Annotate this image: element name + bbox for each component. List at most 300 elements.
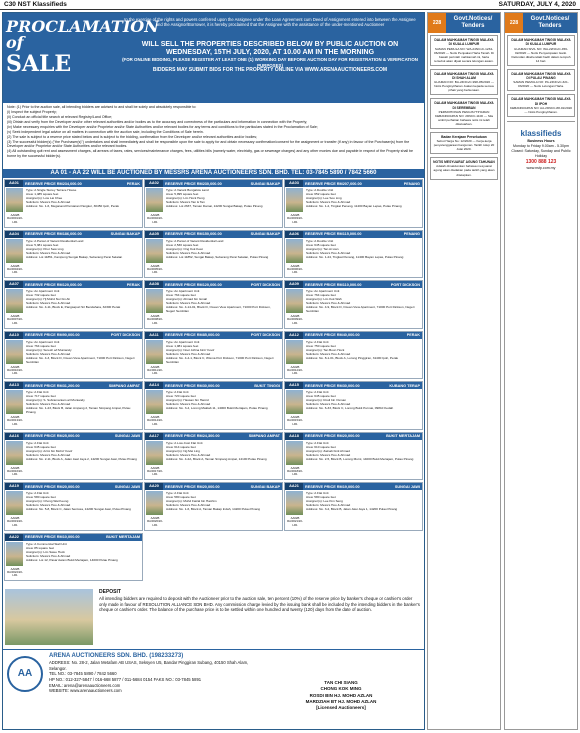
notice-body: Sebut Harga No: 12/2020 — Kerja-kerja penyelenggaraan bangunan. Tarikh tutup 20 Julai 2020.	[433, 139, 495, 152]
lot-header	[145, 382, 282, 389]
column-header	[428, 13, 500, 33]
lot-detail-line: Address: No. 4-4-1, Block C, Wisma Port Dickson, 71000 Port Dickson, Negeri Sembilan	[166, 355, 274, 364]
lot-detail-line: Address: No. 6-33, Block C, Lorong Bukit Permai, 09810 Kedah	[306, 406, 394, 411]
column-header	[505, 13, 577, 33]
auctioneer-name: MARDZIAH BT HJ. MOHD AZLAN	[305, 698, 377, 704]
lot-reserve-price: RESERVE PRICE RM40,000.00	[305, 333, 360, 337]
lot-card	[284, 482, 423, 531]
lot-detail-line: Solicitors: Messrs Hoo & Ahmad	[306, 200, 351, 205]
notice-body: Adalah dimaklumkan bahawa mesyuarat agung akan diadakan pada tarikh yang akan ditetapkan.	[433, 164, 495, 177]
company-tel: TEL NO.: 03-7845 5890 / 7842 5660	[49, 671, 117, 677]
lot-detail-line: Address: Lot 11852, Sungai Bakap, Seberang Perai Selatan, Pulau Pinang	[166, 254, 269, 259]
lot-reserve-price: RESERVE PRICE RM85,000.00	[165, 333, 220, 337]
notices-list	[505, 35, 577, 117]
lot-ref: AA02B RA/0021/20-LR1	[287, 516, 303, 527]
lot-header	[285, 433, 422, 440]
lot-detail-line: Area: 580 square feet	[26, 495, 56, 500]
lot-detail-line: Type: An Apartment Unit	[166, 339, 200, 344]
lot-detail-line: Type: A Flat Unit	[306, 339, 329, 344]
lot-number: AA11	[145, 332, 163, 339]
lot-number: AA06	[285, 231, 303, 238]
auctioneer-info	[49, 652, 249, 694]
lot-header	[5, 433, 142, 440]
lot-detail-line: Address: No. 2-11, Block A, Jalan Jawi Jaya 2, 14200 Sungai Jawi, Pulau Pinang	[26, 456, 137, 461]
lot-detail-line: Assignor(s): Tan Ai Lian	[306, 246, 339, 251]
lot-ref: AA02B RA/0012/20-LR1	[287, 364, 303, 376]
lot-detail-line: Solicitors: Messrs Hoo & Ahmad	[306, 351, 351, 356]
lot-ref: AA02B RA/0013/20-LR1	[7, 415, 23, 426]
lot-photo	[146, 188, 163, 212]
lot-reserve-price: RESERVE PRICE RM20,000.00	[165, 484, 220, 489]
lot-number: AA13	[5, 382, 23, 389]
lot-detail-line: Type: An Apartment Unit	[306, 289, 340, 293]
lot-photo	[286, 441, 303, 465]
lot-location: PERAK	[126, 181, 140, 186]
note-line: (4) All outstanding quit rent and assessment charges, all arrears of taxes, rates, services/maintenance charges, fees, utilities bills (namely water, electricity, gas or sewerage charges) and any other monies due and payable in respect of the Property shall be borne by the successful bidder(s).	[7, 149, 414, 159]
lot-card	[284, 331, 423, 380]
lot-ref: AA02B RA/0010/20-LR1	[7, 364, 23, 376]
lot-detail-line: Type: A Parcel of Vacant Residential Land	[26, 238, 84, 243]
lot-number: AA17	[145, 433, 163, 440]
lot-photo	[6, 188, 23, 212]
lot-reserve-price: RESERVE PRICE RM30,000.00	[305, 383, 360, 388]
lot-header	[145, 231, 282, 238]
page-header-left: C30 NST Klassifieds	[4, 1, 67, 8]
lot-detail-line: Area: 645 square feet	[26, 444, 56, 449]
lot-photo	[146, 340, 163, 364]
lot-reserve-price: RESERVE PRICE RM10,000.00	[25, 535, 80, 539]
lot-details	[166, 340, 280, 364]
lot-details	[26, 289, 140, 309]
lot-photo	[146, 441, 163, 465]
auctioneer-name: CHONG KOK MING	[320, 686, 362, 692]
klassifieds-box	[507, 121, 575, 171]
lot-details	[166, 441, 280, 461]
lot-photo	[286, 188, 303, 212]
lot-card	[284, 381, 423, 430]
lot-number: AA01	[5, 180, 23, 187]
lot-detail-line: Assignor(s): Ong Kok Keat	[166, 246, 203, 251]
lot-detail-line: Solicitors: Messrs Hoo & Ahmad	[166, 301, 211, 306]
lot-header	[5, 332, 142, 339]
lot-detail-line: Area: 720 square feet	[166, 394, 196, 399]
lot-number: AA02	[145, 180, 163, 187]
lot-header	[5, 483, 142, 490]
lot-ref: AA02B RA/0005/20-LR1	[147, 263, 163, 275]
lot-detail-line: Address: No. 2-5, Block B, Lorong Murni, 14000 Bukit Mertajam, Pulau Pinang	[306, 456, 414, 461]
notice-item	[507, 69, 575, 92]
proclamation-banner	[3, 13, 424, 103]
lot-number: AA10	[5, 332, 23, 339]
lot-detail-line: Assignor(s): Lim Kok Wah	[306, 297, 342, 302]
lot-header	[285, 281, 422, 288]
lot-location: SIMPANG AMPAT	[108, 383, 140, 388]
banner-headline: WILL SELL THE PROPERTIES DESCRIBED BELOW BY PUBLIC AUCTION ON WEDNESDAY, 15TH JULY, 2020, AT 10.00 AM IN THE MORNING	[141, 41, 399, 57]
lot-details	[26, 340, 140, 364]
lot-number: AA19	[5, 483, 23, 490]
lot-photo	[146, 491, 163, 515]
lot-detail-line: Solicitors: Messrs Hoo & Ahmad	[306, 452, 351, 457]
lot-detail-line: Address: No. 1-2, Tingkat Penang, 11400 Bayan Lepas, Pulau Pinang	[306, 204, 402, 209]
lot-detail-line: Assignor(s): Rosli bin Osman	[306, 398, 347, 403]
lot-card	[144, 179, 283, 228]
lot-detail-line: Address: No. 1-23, Block B, Jalan Ampang 2, Taman Simpang Ampat, Pulau Pinang	[26, 406, 131, 415]
lot-location: PORT DICKSON	[250, 333, 280, 337]
lot-details	[306, 188, 420, 208]
lot-header	[285, 382, 422, 389]
lot-detail-line: Type: A Commercial Stall Unit	[26, 541, 67, 546]
section-number: 228	[505, 13, 523, 33]
auctioneer-name: ROSDI BIN HJ. MOHD AZLAN	[309, 692, 373, 698]
lot-number: AA07	[5, 281, 23, 288]
lot-details	[306, 340, 420, 360]
notice-item	[430, 157, 498, 179]
page-header-date: SATURDAY, JULY 4, 2020	[498, 1, 576, 8]
notice-body: SAMAN PEMULA NO: WA-24NCvC-1234-06/2020 — Notis Penjualan Harta Tanah. Di bawah perintah mahkamah ini, harta tersebut akan dijual secara lelongan awam.	[434, 46, 494, 63]
company-hp: HP NO.: 012-327-5847 / 016-668 5877 / 011-5684 0154 FAKS NO.: 03-7845 5891	[49, 677, 202, 683]
company-address: ADDRESS: No. 28-2, Jalan Metafam AB USAS, Seksyen U5, Bandar Pinggiran Subang, 40150 Shah Alam, Selangor.	[49, 660, 249, 671]
lot-ref: AA02B RA/0015/20-LR1	[287, 415, 303, 426]
lot-detail-line: Area: 764 square feet	[26, 343, 56, 348]
lot-detail-line: Address: No. 8-1-01, Block A, Lorong Pinggiran, 31400 Ipoh, Perak	[306, 355, 399, 360]
lot-detail-line: Assignor(s): Hj Mohd Nor bin Ali	[26, 297, 70, 302]
lot-number: AA22	[5, 534, 23, 541]
lot-number: AA14	[145, 382, 163, 389]
lot-header	[145, 180, 282, 187]
lot-detail-line: Type: A Low-Cost Flat Unit	[166, 440, 203, 445]
lot-number: AA16	[5, 433, 23, 440]
lot-detail-line: Solicitors: Messrs Hoo & Ahmad	[26, 200, 71, 205]
lot-location: SUNGAI JAWI	[114, 434, 140, 438]
lot-detail-line: Type: A Parcel of Vacant Residential Land	[166, 238, 224, 243]
notice-heading: NOTIS MESYUARAT AGUNG TAHUNAN	[433, 160, 495, 165]
lot-detail-line: Area: 717 square feet	[26, 394, 56, 399]
lot-detail-line: Address: Lot 2637, Taman Damai, 14200 Sungai Bakap, Pulau Pinang	[166, 204, 263, 209]
notice-item	[430, 69, 498, 96]
lot-ref: AA02B RA/0008/20-LR1	[147, 314, 163, 325]
deposit-title: DEPOSIT	[99, 589, 121, 595]
notice-body: KEBANKRAPAN NO: AA-29NCC-88-01/2020 — Notis Pengisytiharan.	[510, 105, 573, 114]
lot-detail-line: Type: An Apartment Unit	[26, 339, 60, 344]
notice-item	[430, 98, 498, 129]
lot-ref: AA02B RA/0017/20-LR1	[147, 465, 163, 477]
lot-detail-line: Address: Lot 11851, Kampung Sungai Bakap, Seberang Perai Selatan	[26, 254, 123, 259]
notice-item	[507, 94, 575, 117]
lot-detail-line: Type: An Apartment Unit	[26, 289, 60, 293]
lot-header	[5, 281, 142, 288]
lot-details	[166, 289, 280, 313]
lot-ref: AA02B RA/0020/20-LR1	[147, 516, 163, 527]
notice-heading: Badan Kerajaan Persekutuan	[441, 134, 487, 139]
lot-location: SUNGAI BAKAP	[250, 181, 280, 186]
lot-photo	[6, 340, 23, 364]
page-header	[0, 0, 580, 10]
proclamation-ad	[2, 12, 425, 730]
auction-notes	[7, 105, 421, 159]
lot-location: PERAK	[126, 282, 140, 287]
banner-subline: (FOR ONLINE BIDDING, PLEASE REGISTER AT LEAST ONE (1) WORKING DAY BEFORE AUCTION DAY FOR REGISTRATION & VERIFICATION PURPOSES)	[122, 57, 418, 68]
lot-card	[144, 432, 283, 481]
lot-detail-line: Solicitors: Messrs Hoo & Ahmad	[26, 452, 71, 457]
klassifieds-brand: klassifieds	[520, 128, 562, 138]
lot-ref: AA02B RA/0003/20-LR1	[287, 213, 303, 224]
lot-ref: AA02B RA/0006/20-LR1	[287, 263, 303, 275]
notice-heading: DALAM MAHKAMAH TINGGI MALAYA DI SHAH ALAM	[434, 71, 494, 80]
lot-ref: AA02B RA/0007/20-LR1	[7, 314, 23, 325]
lot-detail-line: Type: A Flat Unit	[166, 491, 189, 495]
lot-detail-line: Area: 652 square feet	[306, 192, 336, 197]
lot-details	[26, 239, 140, 259]
business-hours-label: Business Hours	[527, 139, 555, 143]
lot-photo	[6, 390, 23, 414]
lot-ref: AA02B RA/0004/20-LR1	[7, 263, 23, 275]
lot-detail-line: Type: A Flat Unit	[306, 440, 329, 445]
lot-detail-line: Solicitors: Messrs Hoo & Ahmad	[306, 301, 351, 306]
lot-detail-line: Assignor(s): Khor Sew Ling	[26, 246, 64, 251]
lot-ref: AA02B RA/0001/20-LR1	[7, 213, 23, 224]
lot-reserve-price: RESERVE PRICE RM186,000.00	[25, 232, 82, 236]
lot-location: PORT DICKSON	[110, 333, 140, 337]
lot-detail-line: Solicitors: Messrs Hoo & Ahmad	[26, 250, 71, 255]
lot-number: AA20	[145, 483, 163, 490]
lot-number: AA15	[285, 382, 303, 389]
lot-details	[26, 542, 140, 562]
notice-body: GUAMAN SIVIL NO: WA-22NCvC-456-02/2020 — Notis Penyampaian Ganti. Defendan dikehendaki hadir dalam tempoh 14 hari.	[511, 46, 571, 63]
lot-number: AA03	[285, 180, 303, 187]
lot-header	[5, 534, 142, 541]
lot-detail-line: Type: An Apartment Unit	[166, 289, 200, 293]
lot-detail-line: Solicitors: Messrs Hoo & Ahmad	[306, 250, 351, 255]
lot-number: AA21	[285, 483, 303, 490]
lot-detail-line: Address: No. 4-11, Block E, Pangsapuri Sri Bendahara, 32300 Perak	[26, 305, 121, 310]
notice-heading: DALAM MAHKAMAH TINGGI MALAYA DI KUALA LUMPUR	[434, 38, 494, 47]
note-line: Note: (1) Prior to the auction sale, all intending bidders are advised to and shall be solely and absolutely responsible to:	[7, 105, 197, 109]
lot-photo	[6, 441, 23, 465]
lot-card	[4, 331, 143, 380]
lot-location: SUNGAI JAWI	[394, 484, 420, 489]
lot-detail-line: Area: 645 square feet	[306, 242, 336, 247]
lot-photo	[146, 289, 163, 313]
lot-detail-line: Area: 732 square feet	[26, 293, 56, 298]
lot-detail-line: Address: No. 3-4, Lorong Maktab 11, 14000 Bukit Mertajam, Pulau Pinang	[166, 406, 268, 411]
lot-detail-line: Type: A Flat Unit	[26, 491, 49, 495]
lot-details	[306, 390, 420, 410]
lot-detail-line: Assignor(s): Lee Kim Seng	[306, 499, 343, 504]
lot-detail-line: Address: No. 4-2A, Block A, Taman Simpang Ampat, 14100 Pulau Pinang	[166, 456, 267, 461]
lot-header	[5, 231, 142, 238]
lot-detail-line: Address: No. 3-2, Block B, Jalan Jawi Jaya 1, 14200 Pulau Pinang	[306, 507, 398, 512]
lot-detail-line: Solicitors: Messrs Hoo & Ahmad	[26, 351, 71, 356]
closed-days: Closed: Saturday, Sunday and Public Holiday	[511, 149, 571, 159]
lot-detail-line: Address: No. 4-9, Block D, Ocean View Apartment, 71000 Port Dickson, Negeri Sembilan	[306, 305, 415, 314]
lot-ref: AA02B RA/0002/20-LR1	[147, 213, 163, 224]
lot-detail-line: Solicitors: Messrs Hoo & Ahmad	[166, 250, 211, 255]
auctioneer-footer	[3, 649, 424, 729]
notice-heading: DALAM MAHKAMAH TINGGI MALAYA DI PULAU PINANG	[511, 71, 571, 80]
banner-website-line: BIDDERS MAY SUBMIT BIDS FOR THE PROPERTY ONLINE VIA WWW.ARENAAUCTIONEERS.COM	[152, 67, 388, 73]
lot-detail-line: Solicitors: Messrs Hoo & Ahmad	[166, 503, 211, 508]
lot-card	[4, 533, 143, 582]
lot-detail-line: Assignor(s): Mohd Faizal bin Hashim	[166, 499, 217, 504]
lot-card	[144, 381, 283, 430]
deposit-text: All intending bidders are required to deposit with the Auctioneer prior to the auction sale, ten percent (10%) of the reserve price by banker's cheque or cashier's order only made in favour of RESOLUTION ALLIANCE SDN BHD. Any commission charge levied by the issuing bank shall be included by the intending bidders in the banker's cheque or cashier's order. The balance of the purchase price is to be settled within one hundred and twenty (120) days from the date of auction.	[99, 595, 420, 613]
section-title: Govt.Notices/ Tenders	[530, 16, 570, 29]
note-line: (iv) Make necessary enquiries with the Developer and/or Proprietor and/or State Authorities and/or relevant bodies for any terms and conditions to the particulars stated in the Proclamation of Sale;	[7, 124, 318, 129]
note-line: (i) Inspect the subject Property;	[7, 109, 57, 114]
lot-detail-line: Type: A Flat Unit	[26, 440, 49, 445]
lot-detail-line: Solicitors: Messrs Hoo & Ahmad	[306, 402, 351, 407]
lot-card	[4, 179, 143, 228]
licensed-auctioneers	[261, 680, 421, 711]
lot-detail-line: Assignor(s): Zainab binti Ahmad	[306, 448, 350, 453]
notice-heading: DALAM MAHKAMAH TINGGI MALAYA DI SEREMBAN	[434, 101, 494, 110]
auctioneer-name: [Licensed Auctioneers]	[316, 705, 366, 711]
lot-detail-line: Assignor(s): Noor Azlina binti Yusof	[166, 347, 215, 352]
lot-detail-line: Type: A Single Storey Terrace House	[26, 188, 77, 192]
lot-detail-line: Assignor(s): Low Lai Chee	[26, 196, 63, 201]
proclamation-logo	[6, 17, 159, 77]
lot-card	[144, 482, 283, 531]
lot-detail-line: Solicitors: Messrs Hoo & Ahmad	[306, 503, 351, 508]
section-title: Govt.Notices/ Tenders	[453, 16, 493, 29]
lot-photo	[286, 491, 303, 515]
lot-number: AA05	[145, 231, 163, 238]
lot-detail-line: Address: No. 5-8, Block C, Jalan Sentosa, 14200 Sungai Jawi, Pulau Pinang	[26, 507, 131, 512]
lot-photo	[6, 289, 23, 313]
notice-item	[430, 35, 498, 66]
lot-detail-line: Type: A Flat Unit	[306, 491, 329, 495]
lot-detail-line: Type: A Vacant Bungalow Land	[166, 188, 209, 192]
lot-card	[284, 230, 423, 279]
lot-detail-line: Assignor(s): Tan Boon Hock	[306, 347, 345, 352]
notice-heading: DALAM MAHKAMAH TINGGI MALAYA DI KUALA LUMPUR	[511, 38, 571, 47]
lot-photo	[6, 491, 23, 515]
lot-details	[26, 441, 140, 461]
business-hours: Monday to Friday 9.00am - 5.30pm	[513, 144, 569, 149]
lot-header	[145, 483, 282, 490]
lot-ref: AA02B RA/0014/20-LR1	[147, 415, 163, 426]
lot-location: SUNGAI JAWI	[114, 484, 140, 489]
lot-detail-line: Solicitors: Messrs Hoo & Ahmad	[26, 402, 71, 407]
logo-line2: SALE	[6, 51, 72, 77]
lot-photo	[6, 239, 23, 263]
auctioneer-bar: AA 01 - AA 22 WILL BE AUCTIONED BY MESSRS ARENA AUCTIONEERS SDN. BHD. TEL: 03-7845 5890 / 7842 5660	[3, 169, 424, 178]
note-line: (v) Seek independent legal advice on all matters in connection with the auction sale, including the Conditions of Sale herein.	[7, 129, 204, 134]
lot-location: SUNGAI BAKAP	[110, 232, 140, 236]
lot-details	[166, 239, 280, 259]
lot-detail-line: Address: No. 1-6, Block A, Taman Bakap Indah, 14200 Pulau Pinang	[166, 507, 261, 512]
lot-detail-line: Area: 764 square feet	[306, 293, 336, 298]
lot-location: KUBANG TERAP	[389, 383, 420, 388]
company-email: EMAIL: arena@arenaauctioneers.com	[49, 682, 121, 688]
lot-location: BUKIT MERTAJAM	[386, 434, 420, 438]
lot-photo	[286, 390, 303, 414]
lot-location: SIMPANG AMPAT	[248, 434, 280, 438]
notice-body: SAMAN PEMULA NO: PA-24NCvC-321-03/2020 — Notis Lelongan Harta.	[513, 80, 569, 89]
lot-detail-line: Area: 2,530 square feet	[166, 242, 199, 247]
lot-reserve-price: RESERVE PRICE RM120,000.00	[165, 282, 222, 287]
lot-details	[306, 289, 420, 313]
lot-reserve-price: RESERVE PRICE RM31,200.00	[25, 383, 80, 388]
lot-number: AA08	[145, 281, 163, 288]
lot-detail-line: Address: No. 1-6, Meganand Persiaran Pangkor, 30450 Ipoh, Perak	[26, 204, 119, 209]
logo-line1: PROCLAMATION of	[6, 17, 159, 52]
lot-detail-line: Area: 5,995 square feet	[166, 192, 199, 197]
lot-number: AA12	[285, 332, 303, 339]
note-line: (ii) Conduct an official title search at relevant Registry/Land Office;	[7, 114, 113, 119]
lot-detail-line: Assignor(s): Chong Wai Keong	[26, 499, 69, 504]
lot-detail-line: Assignor(s): Lim Hock Heng	[166, 196, 205, 201]
lot-location: PORT DICKSON	[250, 282, 280, 287]
lot-reserve-price: RESERVE PRICE RM207,000.00	[305, 181, 362, 186]
notice-body: GUAMAN NO: BA-24NCvC-998-05/2020 — Notis Pengisytiharan Jualan kepada semua pihak yang berkenaan.	[433, 80, 494, 93]
lot-detail-line: Solicitors: Messrs Hoo & Ahmad	[166, 452, 211, 457]
lot-card	[144, 331, 283, 380]
lot-details	[166, 390, 280, 410]
klassifieds-web[interactable]: www.nstp.com.my	[526, 166, 556, 171]
lot-detail-line: Area: 610 square feet	[306, 444, 336, 449]
lot-detail-line: Area: 764 square feet	[166, 293, 196, 298]
lot-detail-line: Area: 85 square feet	[26, 545, 55, 550]
klassifieds-phone[interactable]: 1300 888 123	[525, 159, 557, 166]
lot-number: AA18	[285, 433, 303, 440]
lot-ref: AA02B RA/0011/20-LR1	[147, 364, 163, 376]
lot-detail-line: Assignor(s): S. Subramaniam a/l Muniandy	[26, 398, 85, 403]
lot-number: AA04	[5, 231, 23, 238]
lot-detail-line: Area: 614 square feet	[166, 444, 196, 449]
lot-detail-line: Assignor(s): Hassan bin Hamid	[166, 398, 209, 403]
lot-detail-line: Solicitors: Messrs Hoo & Ahmad	[26, 553, 71, 558]
lot-location: PENANG	[403, 181, 420, 186]
lot-detail-line: Solicitors: Messrs Tan & Tan	[166, 200, 205, 205]
lot-detail-line: Type: A Flat Unit	[306, 390, 329, 394]
lot-number: AA09	[285, 281, 303, 288]
lot-card	[284, 179, 423, 228]
lot-reserve-price: RESERVE PRICE RM120,000.00	[25, 282, 82, 287]
lot-reserve-price: RESERVE PRICE RM25,000.00	[25, 434, 80, 438]
lot-header	[145, 281, 282, 288]
lot-detail-line: Address: Lot 12, Pasar Awam Bukit Mertajam, 14000 Pulau Pinang	[26, 557, 118, 562]
company-name: ARENA AUCTIONEERS SDN. BHD. (198233273)	[49, 653, 184, 659]
lot-detail-line: Area: 1,081 square feet	[166, 343, 199, 348]
note-line: (3) The successful bidder(s) ("the Purchaser(s)") undertakes and shall immediately and shall be responsible upon the sale to apply for and obtain necessary confirmation/consent for the assignment or transfer (if any) in favour of the Purchaser(s) from the Developer and/or Proprietor and/or State Authorities and/or relevant bodies.	[7, 139, 410, 149]
lot-header	[5, 180, 142, 187]
lot-detail-line: Assignor(s): Lee Soo Ling	[306, 196, 342, 201]
lot-header	[285, 180, 422, 187]
lot-ref: AA02B RA/0019/20-LR1	[7, 516, 23, 527]
lot-details	[306, 239, 420, 259]
lot-ref: AA02B RA/0016/20-LR1	[7, 465, 23, 477]
lot-photo	[286, 340, 303, 364]
lot-photo	[286, 289, 303, 313]
lot-card	[284, 280, 423, 329]
lot-card	[284, 432, 423, 481]
lot-details	[26, 188, 140, 208]
lot-reserve-price: RESERVE PRICE RM150,000.00	[165, 232, 222, 236]
lot-detail-line: Type: A Double Unit	[306, 188, 334, 192]
lot-detail-line: Solicitors: Messrs Hoo & Ahmad	[26, 301, 71, 306]
lot-header	[285, 332, 422, 339]
note-line: (2) The sale is subject to a reserve price stated below and is subject to the bidding, confirmation from the Developer and/or relevant authorities and/or bodies;	[7, 134, 258, 139]
lot-details	[26, 390, 140, 414]
lot-location: PERAK	[406, 333, 420, 337]
lot-detail-line: Solicitors: Messrs Hoo & Ahmad	[166, 402, 211, 407]
govt-notices-column-1	[427, 12, 501, 730]
lot-location: BUKIT MERTAJAM	[106, 535, 140, 539]
lot-header	[145, 332, 282, 339]
lot-card	[4, 280, 143, 329]
lot-detail-line: Type: A Flat Unit	[166, 390, 189, 394]
